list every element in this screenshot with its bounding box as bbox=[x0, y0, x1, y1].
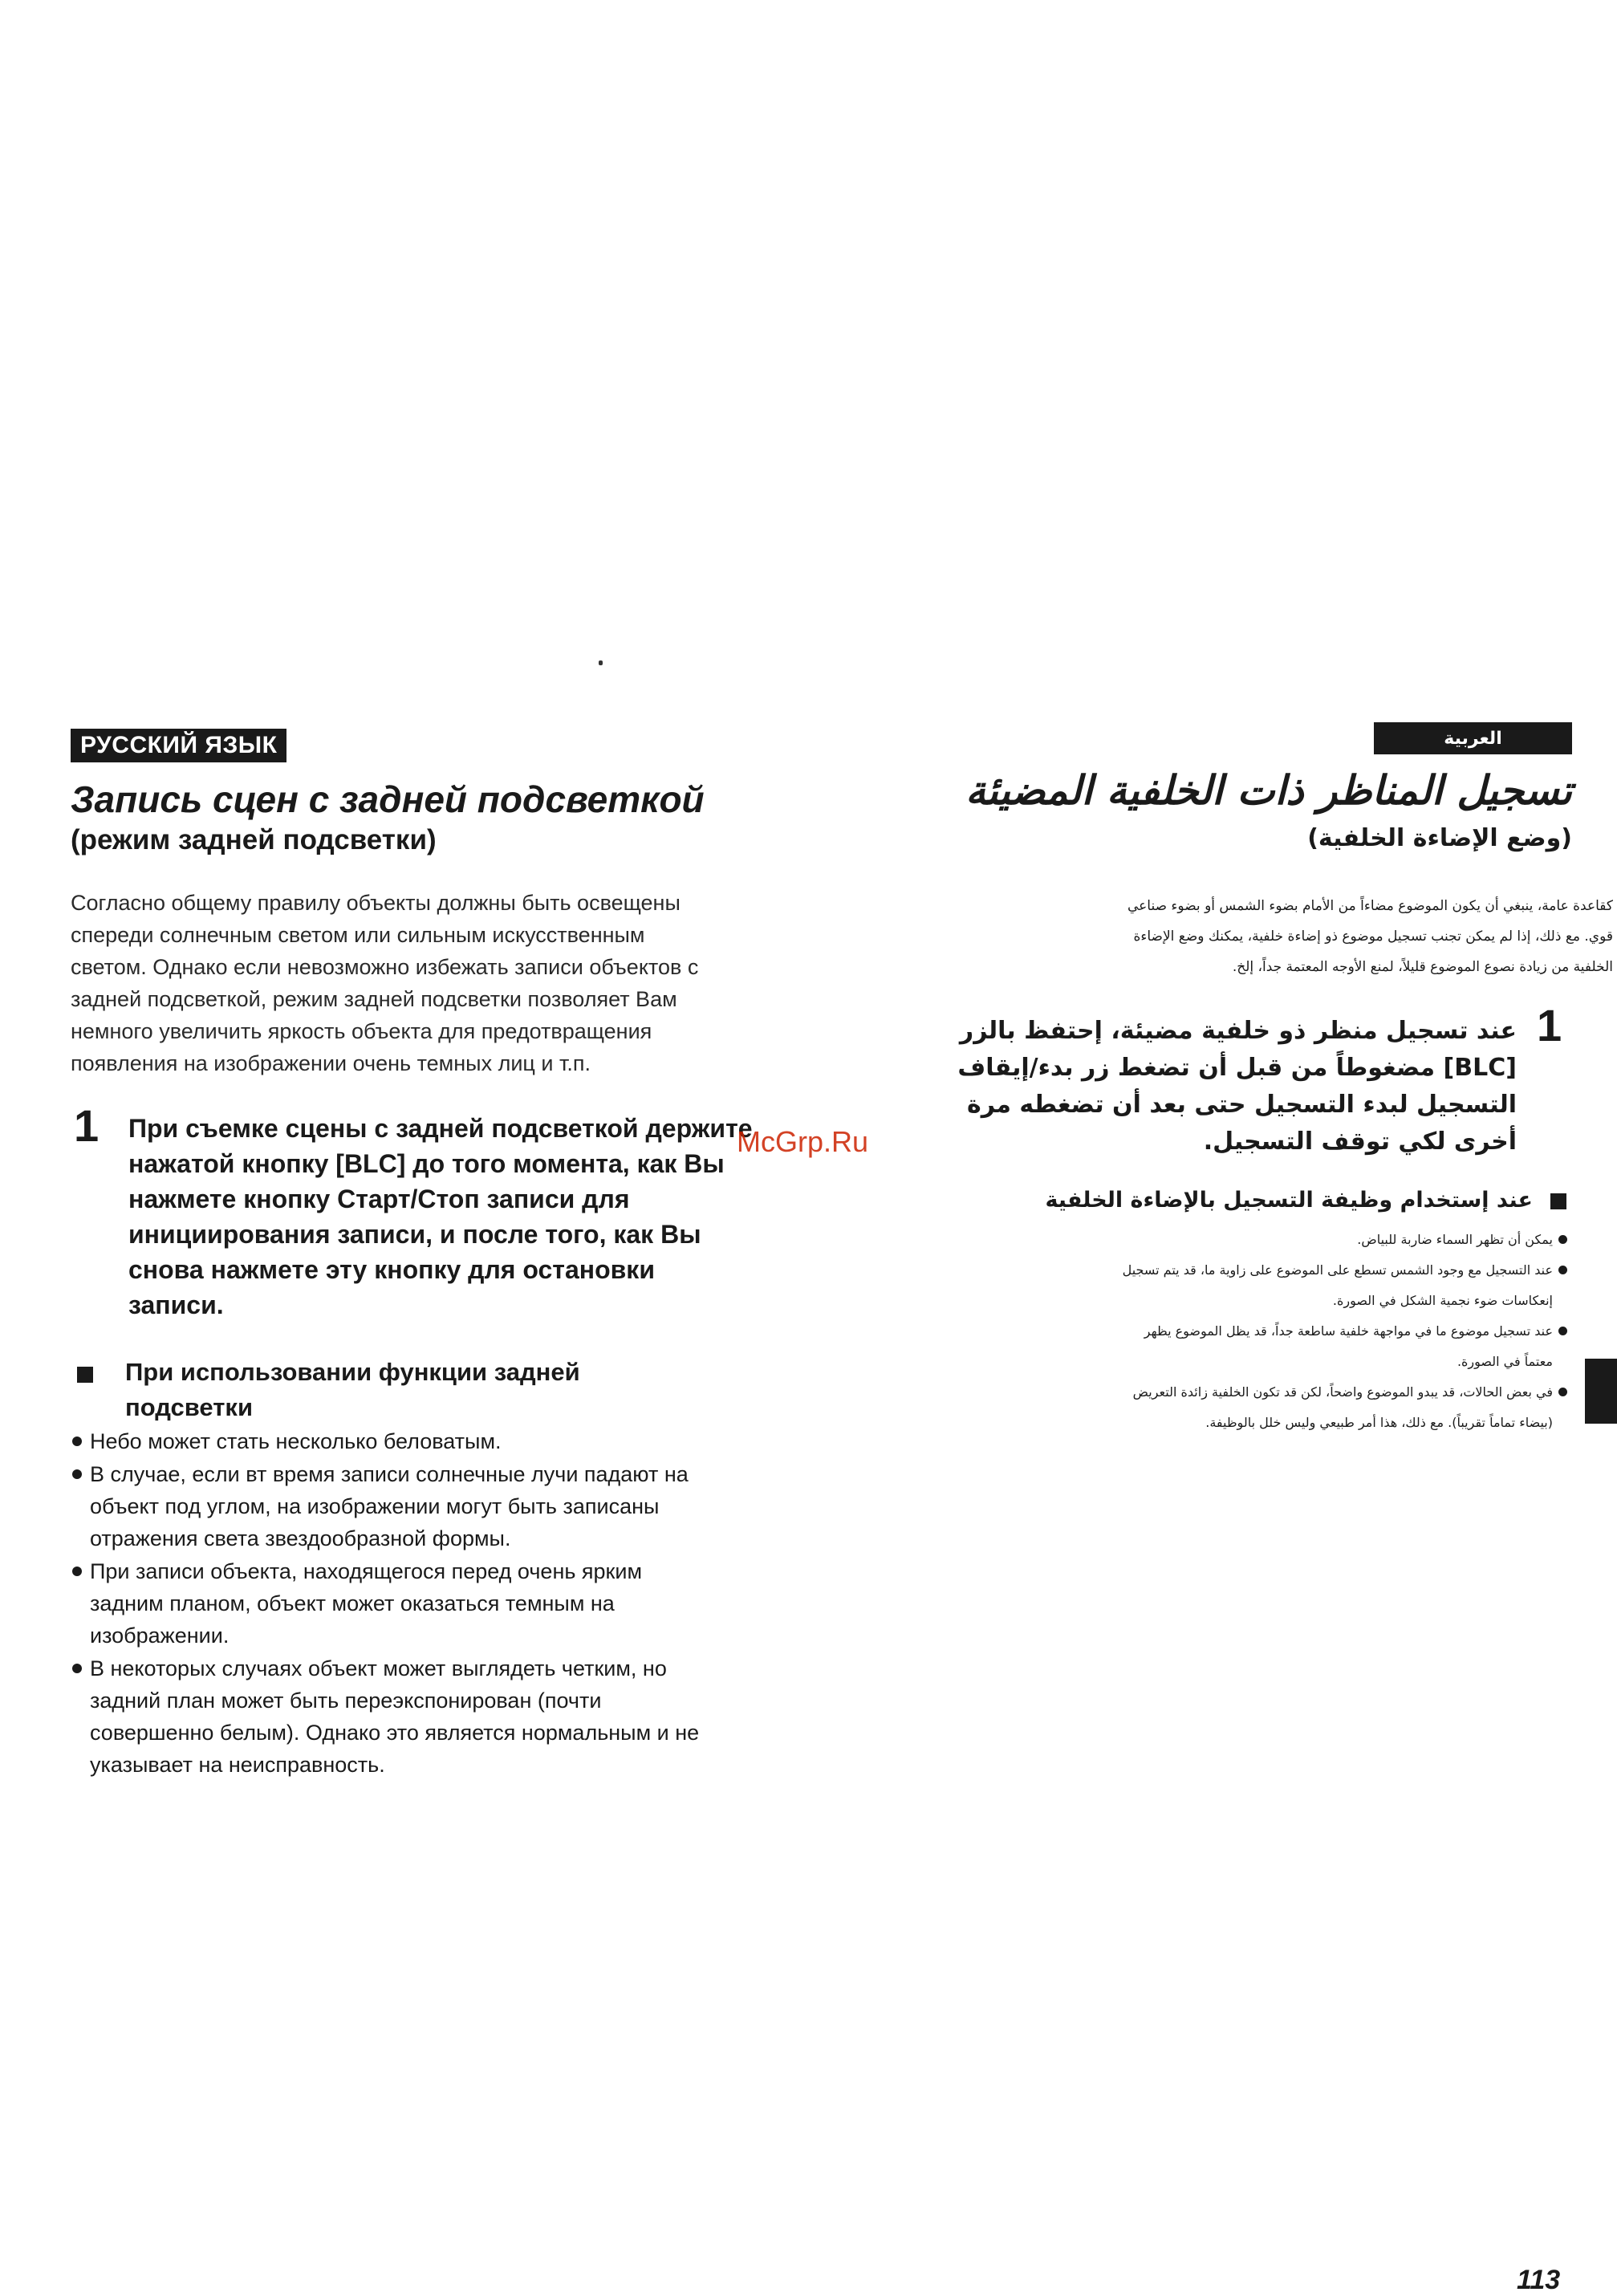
russian-language-label: РУССКИЙ ЯЗЫК bbox=[71, 729, 286, 762]
russian-section-heading: При использовании функции задней подсветки bbox=[125, 1358, 580, 1421]
list-item: При записи объекта, находящегося перед очень ярким задним планом, объект может оказаться темным на изображении. bbox=[71, 1555, 865, 1652]
scan-speck bbox=[599, 660, 603, 665]
russian-intro-paragraph: Согласно общему правилу объекты должны быть освещены спереди солнечным светом или сильным искусственным светом. Однако если невозможно избежать записи объектов с задней подсветкой, режим задней подсветки позволяет Вам немного увеличить яркость объекта для предотвращения появления на изображении очень темных лиц и т.п. bbox=[71, 891, 699, 1075]
russian-step-text: При съемке сцены с задней подсветкой держите нажатой кнопку [BLC] до того момента, как Вы нажмете кнопку Старт/Стоп записи для инициирования записи, и после того, как Вы снова нажмете эту кнопку для остановки записи. bbox=[128, 1114, 753, 1319]
russian-subtitle: (режим задней подсветки) bbox=[71, 824, 437, 855]
russian-step-number: 1 bbox=[74, 1100, 100, 1151]
list-item: يمكن أن تظهر السماء ضاربة للبياض. bbox=[951, 1225, 1569, 1255]
arabic-subtitle: (وضع الإضاءة الخلفية) bbox=[1307, 824, 1572, 852]
page-number: 113 bbox=[1517, 2265, 1561, 2295]
square-bullet-icon bbox=[77, 1367, 93, 1383]
section-edge-tab bbox=[1585, 1359, 1617, 1424]
square-bullet-icon bbox=[1550, 1193, 1566, 1209]
arabic-title: تسجيل المناظر ذات الخلفية المضيئة bbox=[965, 767, 1572, 814]
list-item: في بعض الحالات، قد يبدو الموضوع واضحاً، لكن قد تكون الخلفية زائدة التعريض (بيضاء تماماً تقريباً). مع ذلك، هذا أمر طبيعي وليس خلل بالوظيفة. bbox=[951, 1377, 1569, 1438]
list-item: В случае, если вт время записи солнечные лучи падают на объект под углом, на изображении могут быть записаны отражения света звездообразной формы. bbox=[71, 1458, 865, 1554]
list-item: Небо может стать несколько беловатым. bbox=[71, 1425, 865, 1457]
arabic-section-heading: عند إستخدام وظيفة التسجيل بالإضاءة الخلفية bbox=[1045, 1188, 1533, 1213]
list-item: عند تسجيل موضوع ما في مواجهة خلفية ساطعة جداً، قد يظل الموضوع يظهر معتماً في الصورة. bbox=[951, 1316, 1569, 1377]
arabic-step-text: عند تسجيل منظر ذو خلفية مضيئة، إحتفظ بالزر [BLC] مضغوطاً من قبل أن تضغط زر بدء/إيقاف التسجيل لبدء التسجيل حتى بعد أن تضغطه مرة أخرى لكي توقف التسجيل. bbox=[957, 1017, 1517, 1156]
list-item: عند التسجيل مع وجود الشمس تسطع على الموضوع على زاوية ما، قد يتم تسجيل إنعكاسات ضوء نجمية الشكل في الصورة. bbox=[951, 1255, 1569, 1316]
russian-title: Запись сцен с задней подсветкой bbox=[71, 778, 705, 820]
list-item: В некоторых случаях объект может выглядеть четким, но задний план может быть переэкспонирован (почти совершенно белым). Однако это является нормальным и не указывает на неисправность. bbox=[71, 1652, 865, 1781]
arabic-bullet-list bbox=[951, 1225, 1569, 1438]
arabic-language-label: العربية bbox=[1374, 722, 1572, 754]
arabic-intro-paragraph: كقاعدة عامة، ينبغي أن يكون الموضوع مضاءاً من الأمام بضوء الشمس أو بضوء صناعي قوي. مع ذلك، إذا لم يمكن تجنب تسجيل موضوع ذو إضاءة خلفية، يمكنك وضع الإضاءة الخلفية من زيادة نصوع الموضوع قليلاً، لمنع الأوجه المعتمة جداً، إلخ. bbox=[1127, 898, 1613, 975]
russian-bullet-list bbox=[71, 1425, 865, 1782]
watermark-text: McGrp.Ru bbox=[737, 1125, 869, 1158]
arabic-step-number: 1 bbox=[1537, 1000, 1562, 1050]
